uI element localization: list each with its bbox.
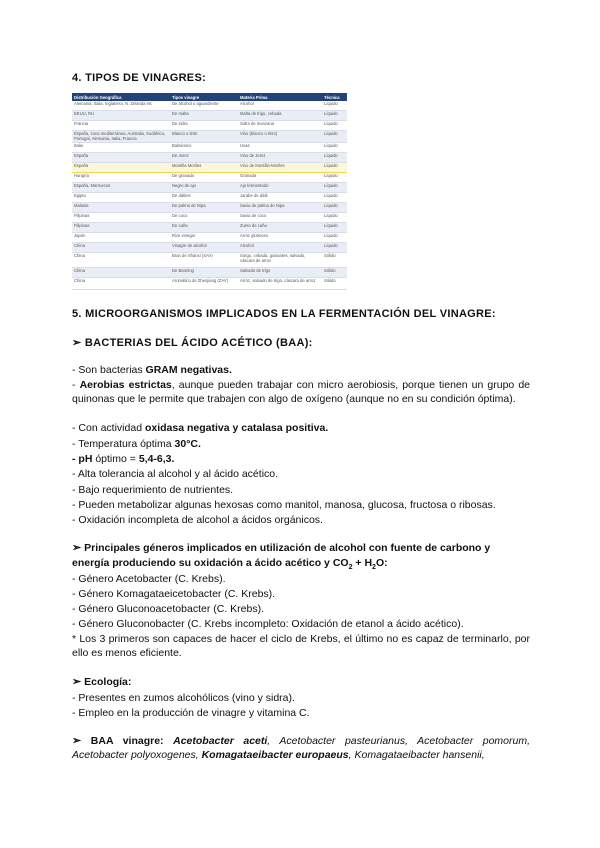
section-5-title: 5. MICROORGANISMOS IMPLICADOS EN LA FERMENTACIÓN DEL VINAGRE: [72,308,496,320]
table-header-row [72,93,347,101]
table-cell: Líquido [322,163,347,173]
table-row [72,213,347,223]
table-cell: Líquido [322,111,347,121]
table-cell: Alcohol [238,243,322,253]
table-cell: Savia de palma de Nipa [238,203,322,213]
baa-point-tolerancia: - Alta tolerancia al alcohol y al ácido acético. [72,468,279,480]
table-cell: Sólido [322,253,347,268]
table-cell: España [72,163,170,173]
table-row [72,193,347,203]
genus-gluconoacetobacter: - Género Gluconoacetobacter (C. Krebs). [72,603,265,615]
baa-point-ph: - pH óptimo = 5,4-6,3. [72,453,175,465]
table-cell: Alemania, Italia, Inglaterra, N. Zelanda etc [72,101,170,111]
table-cell: Salvado de trigo [238,268,322,278]
table-row [72,143,347,153]
table-row [72,173,347,183]
table-row [72,111,347,121]
baa-vinegar-paragraph: ➢ BAA vinagre: Acetobacter aceti, Acetobacter pasteurianus, Acetobacter pomorum, Acetobacter polyoxogenes, Komagataeibacter europaeus, Komagataeibacter hansenii, [72,735,531,761]
arrow-bullet-icon: ➢ [72,542,82,554]
table-cell: Filipinas [72,223,170,233]
table-cell: Líquido [322,203,347,213]
table-cell: Líquido [322,121,347,131]
table-cell: Montilla-Moriles [170,163,238,173]
table-cell: Francia [72,121,170,131]
table-cell: Egipto [72,193,170,203]
genera-heading-line2: energía produciendo su oxidación a ácido acético y $CO_2 + H_2O$: [72,557,388,572]
table-cell: Sólido [322,268,347,278]
section-4-title: 4. TIPOS DE VINAGRES: [72,72,207,84]
table-cell: Savia de coco [238,213,322,223]
table-cell: Líquido [322,153,347,163]
table-cell: Bran de Shanxi (SAV) [170,253,238,268]
table-cell: España, zona mediterránea, Australia, Sudáfrica, Portugal, Alemania, Italia, Francia [72,131,170,143]
table-cell: De malta [170,111,238,121]
ecology-point-2: - Empleo en la producción de vinagre y vitamina C. [72,707,310,719]
table-cell: De sidra [170,121,238,131]
table-cell: Italia [72,143,170,153]
table-cell: Líquido [322,233,347,243]
vinegar-types-table [72,93,347,290]
table-cell: Arroz glutinoso [238,233,322,243]
table-cell: Líquido [322,223,347,233]
table-cell: China [72,268,170,278]
table-header: Distribución Geográfica [72,93,170,101]
table-cell: Rice vinegar [170,233,238,243]
baa-point-nutrientes: - Bajo requerimiento de nutrientes. [72,484,234,496]
table-cell: Malta de trigo, cebada [238,111,322,121]
table-cell: De dátiles [170,193,238,203]
table-cell: Líquido [322,243,347,253]
table-cell: Malasia [72,203,170,213]
table-cell: Blanco o tinto [170,131,238,143]
table-cell: China [72,253,170,268]
table-cell: EEUU, RU [72,111,170,121]
table-cell: Líquido [322,193,347,203]
table-cell: Negro de ajo [170,183,238,193]
ecology-point-1: - Presentes en zumos alcohólicos (vino y sidra). [72,692,295,704]
table-cell: Líquido [322,101,347,111]
arrow-bullet-icon: ➢ [72,337,82,349]
genus-komagataeicetobacter: - Género Komagataeicetobacter (C. Krebs). [72,588,276,600]
table-row [72,268,347,278]
genus-gluconobacter: - Género Gluconobacter (C. Krebs incompleto: Oxidación de etanol a ácido acético). [72,618,464,630]
table-cell: Sidra de manzana [238,121,322,131]
table-cell: Japón [72,233,170,243]
table-cell: Vino de Jerez [238,153,322,163]
table-cell: De Baoning [170,268,238,278]
baa-point-oxidacion: - Oxidación incompleta de alcohol a ácidos orgánicos. [72,514,323,526]
table-header: Tipos vinagre [170,93,238,101]
table-cell: Vinagre de alcohol [170,243,238,253]
table-cell: De caña [170,223,238,233]
table-cell: Jarabe de dátil [238,193,322,203]
table-cell: Sólido [322,278,347,290]
ecology-heading: ➢ Ecología: [72,676,132,688]
table-cell: Líquido [322,173,347,183]
table-row [72,253,347,268]
table-cell: Zumo de caña [238,223,322,233]
table-row [72,243,347,253]
table-row [72,131,347,143]
baa-heading [72,336,313,349]
table-cell: China [72,278,170,290]
table-cell: De Jerez [170,153,238,163]
baa-point-oxidasa: - Con actividad oxidasa negativa y catalasa positiva. [72,422,329,434]
table-cell: Filipinas [72,213,170,223]
baa-point-hexosas: - Pueden metabolizar algunas hexosas como manitol, manosa, glucosa, fructosa o ribosas. [72,499,496,511]
table-row [72,223,347,233]
table-cell: Hungría [72,173,170,183]
table-row [72,183,347,193]
table-cell: Sorgo, cebada, guisantes, salvado, cáscara de arroz [238,253,322,268]
table-cell: De alcohol o aguardiente [170,101,238,111]
arrow-bullet-icon: ➢ [72,676,82,688]
table-cell: Granada [238,173,322,183]
baa-title: BACTERIAS DEL ÁCIDO ACÉTICO (BAA): [84,337,313,349]
table-row [72,233,347,243]
table-cell: Líquido [322,213,347,223]
table-row-highlighted [72,163,347,173]
table-cell: De palma de Nipa [170,203,238,213]
genus-acetobacter: - Género Acetobacter (C. Krebs). [72,573,226,585]
table-cell: Alcohol [238,101,322,111]
table-cell: China [72,243,170,253]
table-cell: Arroz, salvado de trigo, cáscara de arroz [238,278,322,290]
table-cell: Líquido [322,183,347,193]
table-header: Técnica [322,93,347,101]
table-row [72,203,347,213]
table-cell: Aromático de Zhenjiang (ZAV) [170,278,238,290]
table-row [72,153,347,163]
table-row [72,121,347,131]
table-cell: España [72,153,170,163]
table-cell: De granada [170,173,238,183]
table-cell: De coco [170,213,238,223]
baa-point-temperatura: - Temperatura óptima 30°C. [72,438,201,450]
table-header: Materia Prima [238,93,322,101]
table-row [72,278,347,290]
table-cell: Uvas [238,143,322,153]
table-cell: Vino (blanco o tinto) [238,131,322,143]
genera-note: * Los 3 primeros son capaces de hacer el ciclo de Krebs, el último no es capaz de terminarlo, por ello es menos eficiente. [72,633,530,659]
table-cell: Balsámico [170,143,238,153]
table-cell: Líquido [322,131,347,143]
genera-heading-line1: ➢ Principales géneros implicados en utilización de alcohol con fuente de carbono y [72,542,491,554]
table-cell: Vino de Montilla-Moriles [238,163,322,173]
table-cell: Ajo fermentado [238,183,322,193]
arrow-bullet-icon: ➢ [72,735,82,747]
baa-point-gram: - Son bacterias GRAM negativas. [72,364,232,376]
baa-point-aerobias: - Aerobias estrictas, aunque pueden trabajar con micro aerobiosis, porque tienen un grupo de quinonas que le permite que trabajen con algo de oxígeno (aunque no en su condición óptima). [72,379,531,405]
table-cell: España, Marruecos [72,183,170,193]
table-cell: Líquido [322,143,347,153]
table-row [72,101,347,111]
